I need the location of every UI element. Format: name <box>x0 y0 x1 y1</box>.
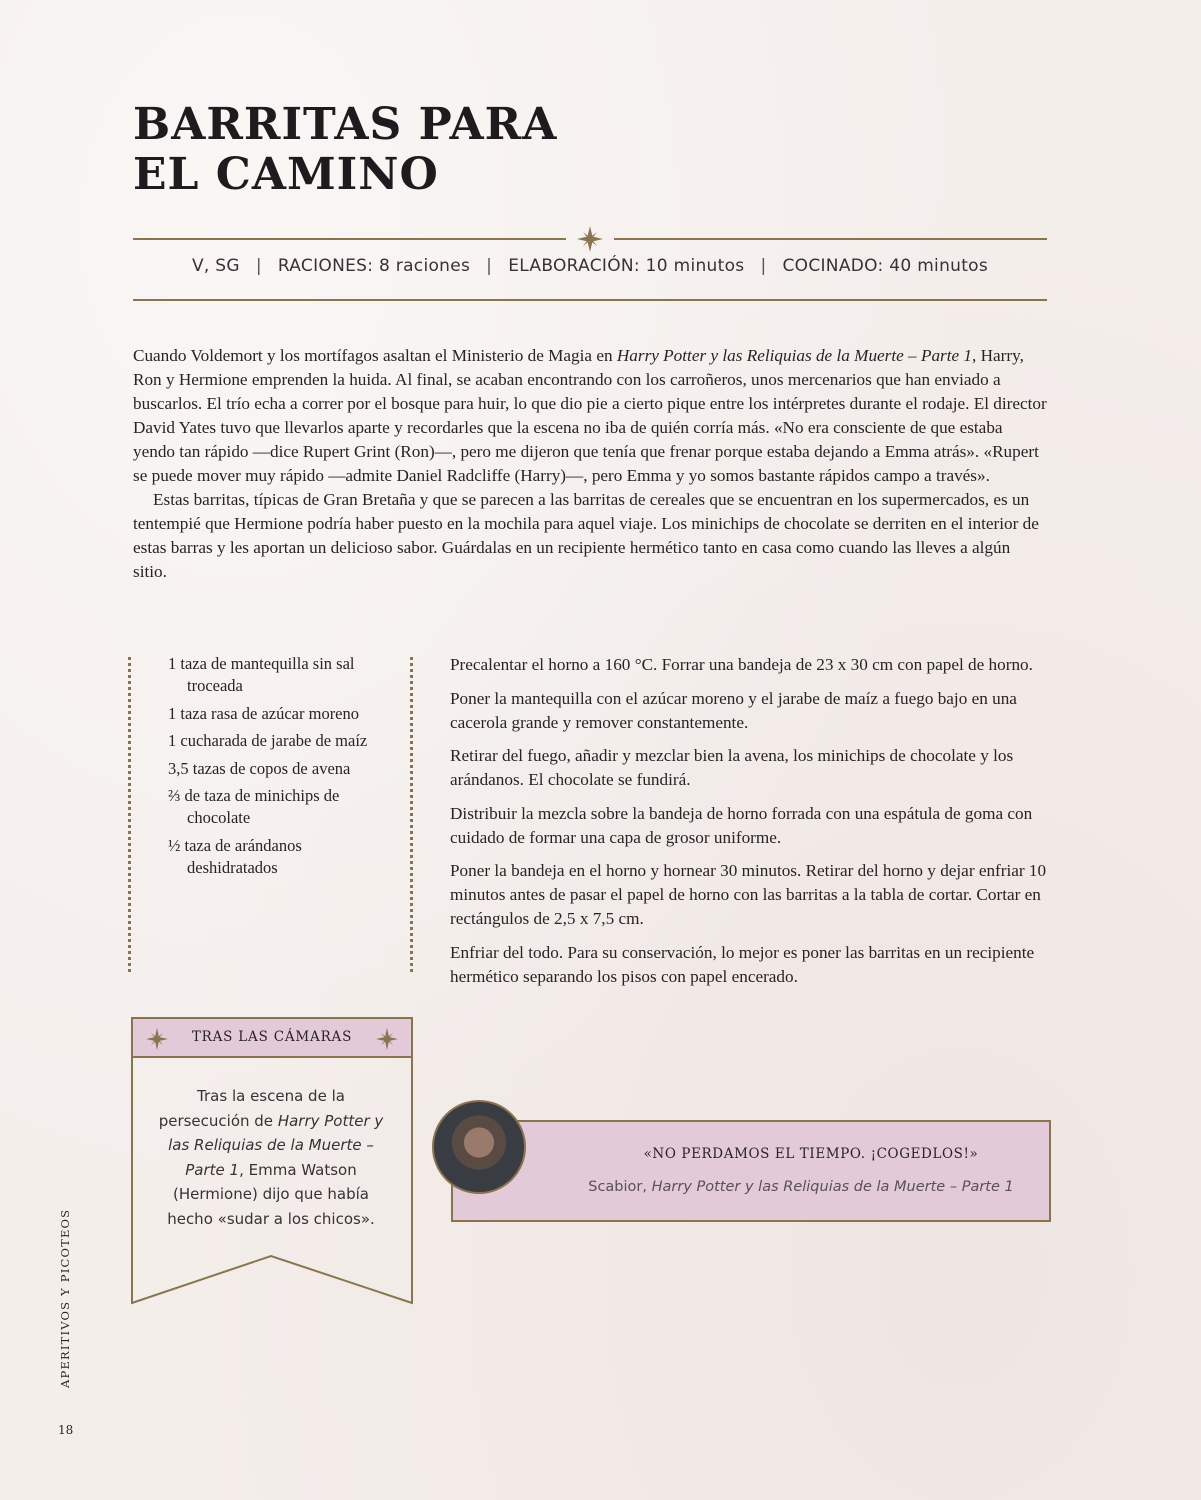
intro-film-title: Harry Potter y las Reliquias de la Muerte – Parte 1 <box>616 346 973 365</box>
sidebar-header-label: TRAS LAS CÁMARAS <box>191 1029 353 1045</box>
page-number: 18 <box>58 1423 74 1437</box>
meta-separator: | <box>760 256 767 276</box>
quote-text: «NO PERDAMOS EL TIEMPO. ¡COGEDLOS!» <box>643 1146 979 1162</box>
step-item: Enfriar del todo. Para su conservación, lo mejor es poner las barritas en un recipiente hermético separando los pisos con papel encerado. <box>450 942 1035 986</box>
intro-text <box>133 344 1048 584</box>
intro-paragraph-2: Estas barritas, típicas de Gran Bretaña y que se parecen a las barritas de cereales que se encuentran en los supermercados, es un tentempié que Hermione podría haber puesto en la mochila para aquel viaje. Los minichips de chocolate se derriten en el interior de estas barras y les aportan un delicioso sabor. Guárdalas en un recipiente hermético tanto en casa como cuando las lleves a algún sitio. <box>133 490 1039 581</box>
sidebar-text <box>158 1084 384 1231</box>
intro-paragraph-1 <box>133 344 1048 488</box>
behind-the-scenes-header <box>131 1017 413 1058</box>
quote-attribution <box>553 1179 1049 1195</box>
star-ornament-icon <box>576 225 604 253</box>
step-item: Poner la mantequilla con el azúcar moreno y el jarabe de maíz a fuego bajo en una cacerola grande y remover constantemente. <box>450 688 1017 732</box>
recipe-meta <box>133 256 1047 276</box>
quote-film-title: Harry Potter y las Reliquias de la Muerte – Parte 1 <box>651 1179 1014 1195</box>
title-line-1: BARRITAS PARA <box>133 99 558 150</box>
meta-prep: ELABORACIÓN: 10 minutos <box>508 256 745 276</box>
step-item: Poner la bandeja en el horno y hornear 30 minutos. Retirar del horno y dejar enfriar 10 minutos antes de pasar el papel de horno con las barritas a la tabla de cortar. Cortar en rectángulos de 2,5 x 7,5 cm. <box>450 861 1047 928</box>
ingredient-item: 1 taza rasa de azúcar moreno <box>168 703 360 723</box>
step-item: Retirar del fuego, añadir y mezclar bien la avena, los minichips de chocolate y los arándanos. El chocolate se fundirá. <box>450 746 1014 789</box>
portrait-avatar <box>432 1100 526 1194</box>
quote-speaker: Scabior, <box>588 1179 652 1195</box>
intro-p1-start: Cuando Voldemort y los mortífagos asaltan el Ministerio de Magia en <box>133 346 617 365</box>
meta-separator: | <box>255 256 262 276</box>
quote-box <box>451 1120 1051 1222</box>
ingredient-item: 3,5 tazas de copos de avena <box>168 758 351 778</box>
meta-diet: V, SG <box>191 256 240 276</box>
ingredient-item: ⅔ de taza de minichips de chocolate <box>168 786 340 827</box>
meta-top-rule-right <box>614 238 1047 240</box>
step-item: Precalentar el horno a 160 °C. Forrar una bandeja de 23 x 30 cm con papel de horno. <box>450 655 1033 674</box>
ingredient-item: 1 taza de mantequilla sin sal troceada <box>168 654 355 695</box>
meta-separator: | <box>486 256 493 276</box>
intro-p1-rest: , Harry, Ron y Hermione emprenden la huida. Al final, se acaban encontrando con los carroñeros, unos mercenarios que han enviado a buscarlos. El trío echa a correr por el bosque para huir, lo que dio pie a cierto pique entre los intérpretes durante el rodaje. El director David Yates tuvo que llevarlos aparte y recordarles que la escena no iba de quién corría más. «No era consciente de que estaba yendo tan rápido —dice Rupert Grint (Ron)—, pero me dijeron que tenía que frenar porque estaba dejando a Emma atrás». «Rupert se puede mover muy rápido —admite Daniel Radcliffe (Harry)—, pero Emma y yo somos bastante rápidos campo a través». <box>133 346 1047 485</box>
method-steps <box>450 653 1055 998</box>
meta-bottom-rule <box>133 299 1047 301</box>
ingredients-list <box>168 653 394 884</box>
ingredient-item: ½ taza de arándanos deshidratados <box>168 835 302 877</box>
meta-cook: COCINADO: 40 minutos <box>782 256 989 276</box>
step-item: Distribuir la mezcla sobre la bandeja de horno forrada con una espátula de goma con cuidado de formar una capa de grosor uniforme. <box>450 803 1033 847</box>
section-label: APERITIVOS Y PICOTEOS <box>58 1208 72 1388</box>
sidebar-text-start: Tras la escena de la persecución de <box>158 1087 345 1130</box>
recipe-title <box>133 100 557 200</box>
meta-servings: RACIONES: 8 raciones <box>277 256 471 276</box>
meta-top-rule-left <box>133 238 566 240</box>
sidebar-text-rest: , Emma Watson (Hermione) dijo que había hecho «sudar a los chicos». <box>167 1160 375 1228</box>
star-ornament-icon <box>375 1027 399 1051</box>
ingredients-dotted-border-right <box>410 657 413 972</box>
sidebar-film-title: Harry Potter y las Reliquias de la Muerte – Parte 1 <box>168 1111 384 1179</box>
ingredient-item: 1 cucharada de jarabe de maíz <box>168 731 368 750</box>
title-line-2: EL CAMINO <box>133 149 439 200</box>
ingredients-dotted-border-left <box>128 657 131 972</box>
